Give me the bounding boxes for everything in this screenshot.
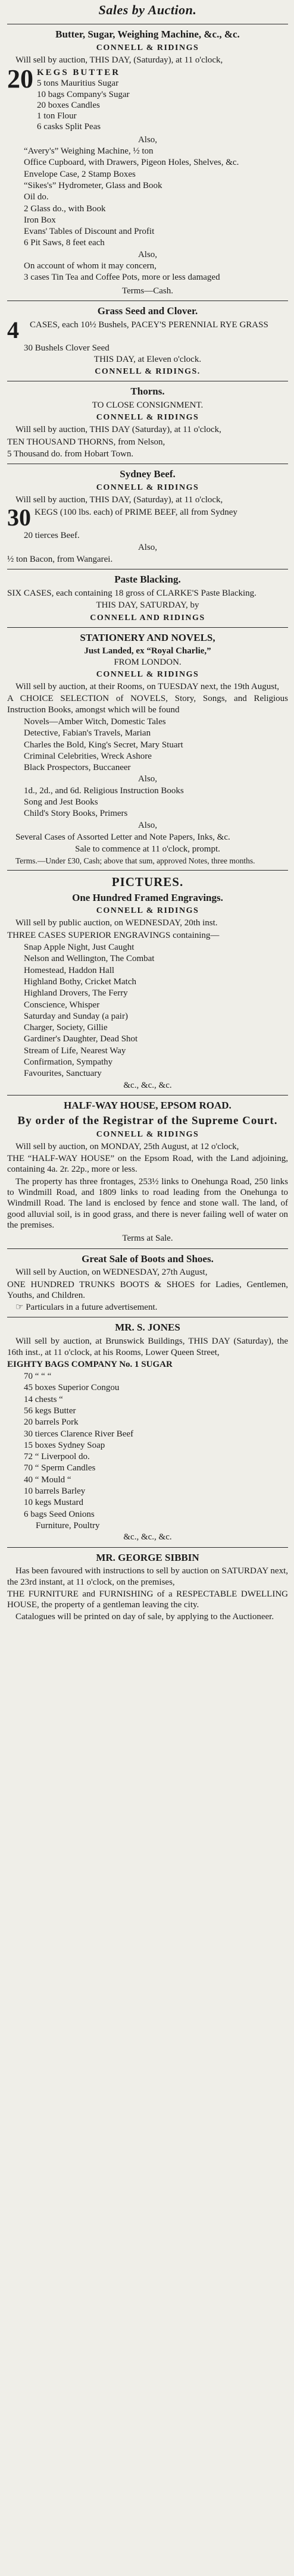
lot-item: Nelson and Wellington, The Combat — [24, 954, 155, 964]
also-label: Also, — [137, 820, 158, 830]
lot-item: TEN THOUSAND THORNS, from Nelson, — [7, 437, 165, 447]
lot-item: 10 bags Company's Sugar — [37, 89, 130, 99]
lot-item: Conscience, Whisper — [24, 1000, 100, 1010]
etc-line: &c., &c., &c. — [123, 1532, 172, 1542]
lot-item: 14 chests “ — [24, 1394, 63, 1404]
lot-item: 10 barrels Barley — [24, 1486, 86, 1497]
ad-intro: Will sell by Auction, on WEDNESDAY, 27th August, — [15, 1267, 208, 1278]
lead-line — [7, 316, 288, 343]
divider — [7, 1248, 288, 1249]
ad-paste-blacking — [7, 574, 288, 622]
lot-item: Several Cases of Assorted Letter and Note Papers, Inks, &c. — [15, 832, 230, 842]
lot-item: 70 “ Sperm Candles — [24, 1463, 96, 1473]
lot-item: Gardiner's Daughter, Dead Shot — [24, 1034, 138, 1044]
ad-order: By order of the Registrar of the Supreme Court. — [17, 1114, 278, 1127]
lot-item: Song and Jest Books — [24, 797, 98, 807]
auctioneer-name: CONNELL & RIDINGS — [96, 1129, 199, 1139]
also-label: Also, — [137, 774, 158, 784]
ad-title: Paste Blacking. — [114, 574, 181, 586]
auctioneer-name: CONNELL & RIDINGS — [96, 906, 199, 916]
ad-subtitle: One Hundred Framed Engravings. — [72, 891, 223, 903]
ad-title: Butter, Sugar, Weighing Machine, &c., &c. — [55, 28, 240, 40]
lot-item: “Avery's” Weighing Machine, ½ ton — [24, 146, 154, 156]
lot-item: Detective, Fabian's Travels, Marian — [24, 728, 151, 738]
ad-origin: FROM LONDON. — [114, 657, 182, 667]
big-number: 30 — [7, 504, 31, 531]
lot-item: 20 barrels Pork — [24, 1417, 79, 1428]
lot-item: Highland Drovers, The Ferry — [24, 988, 128, 999]
lot-item: 20 tierces Beef. — [24, 531, 80, 541]
ad-title: MR. GEORGE SIBBIN — [96, 1551, 199, 1563]
terms: Terms at Sale. — [122, 1234, 173, 1244]
lot-item: Child's Story Books, Primers — [24, 809, 128, 819]
lot-item: Confirmation, Sympathy — [24, 1057, 113, 1067]
ad-butter-sugar — [7, 29, 288, 296]
lot-item: 45 boxes Superior Congou — [24, 1383, 120, 1393]
divider — [7, 1547, 288, 1548]
divider — [7, 627, 288, 628]
big-number: 20 — [7, 64, 33, 93]
big-number: 4 — [7, 316, 19, 343]
lot-item: Oil do. — [24, 192, 49, 202]
lot-item: Envelope Case, 2 Stamp Boxes — [24, 169, 136, 179]
lot-item: Evans' Tables of Discount and Profit — [24, 227, 155, 237]
lot-item: 10 kegs Mustard — [24, 1498, 83, 1508]
auctioneer-name: CONNELL & RIDINGS — [96, 483, 199, 493]
lot-item: Iron Box — [24, 215, 56, 225]
lot-item: Stream of Life, Nearest Way — [24, 1046, 126, 1056]
ad-body: THE “HALF-WAY HOUSE” on the Epsom Road, with the Land adjoining, containing 4a. 2r. 22p., more or less. — [7, 1154, 288, 1175]
auctioneer-name: CONNELL & RIDINGS — [96, 413, 199, 422]
ad-half-way-house — [7, 1100, 288, 1244]
ad-intro: Will sell by auction, THIS DAY, (Saturday), at 11 o'clock, — [15, 495, 223, 505]
also-label: Also, — [137, 134, 158, 145]
lot-item: 72 “ Liverpool do. — [24, 1452, 90, 1462]
lot-item: Office Cupboard, with Drawers, Pigeon Holes, Shelves, &c. — [24, 158, 239, 168]
ad-sydney-beef — [7, 468, 288, 565]
lead-line — [7, 64, 288, 133]
ad-title: Grass Seed and Clover. — [97, 305, 198, 317]
ad-body: CASES, each 10½ Bushels, PACEY'S PERENNIAL RYE GRASS — [30, 320, 268, 330]
lot-item: 1 ton Flour — [37, 111, 77, 121]
ad-body: A CHOICE SELECTION of NOVELS, Story, Songs, and Religious Instruction Books, amongst which will be found — [7, 694, 288, 715]
lot-item: 30 Bushels Clover Seed — [24, 343, 110, 353]
sale-time: Sale to commence at 11 o'clock, prompt. — [75, 844, 220, 855]
lot-item: On account of whom it may concern, — [24, 261, 157, 271]
lot-item: Saturday and Sunday (a pair) — [24, 1011, 128, 1021]
ad-title: MR. S. JONES — [115, 1322, 180, 1334]
ad-title: Sydney Beef. — [120, 468, 176, 480]
ad-body: THREE CASES SUPERIOR ENGRAVINGS containing— — [7, 930, 220, 940]
ad-title: Thorns. — [130, 386, 165, 397]
divider — [7, 870, 288, 871]
lot-item: Favourites, Sanctuary — [24, 1069, 102, 1079]
ad-s-jones — [7, 1322, 288, 1542]
lot-item: Highland Bothy, Cricket Match — [24, 976, 136, 987]
lot-item: 5 tons Mauritius Sugar — [37, 79, 119, 89]
auctioneer-name: CONNELL & RIDINGS — [96, 43, 199, 52]
lot-item: 3 cases Tin Tea and Coffee Pots, more or less damaged — [24, 273, 220, 283]
ad-george-sibbin — [7, 1552, 288, 1623]
lot-item: 20 boxes Candles — [37, 100, 100, 110]
ad-grass-seed — [7, 305, 288, 377]
lot-item: Furniture, Poultry — [36, 1520, 100, 1530]
lot-item: 56 kegs Butter — [24, 1406, 76, 1416]
ad-intro: Will sell by auction, at their Rooms, on TUESDAY next, the 19th August, — [15, 682, 279, 692]
ad-body: ONE HUNDRED TRUNKS BOOTS & SHOES for Ladies, Gentlemen, Youths, and Children. — [7, 1279, 288, 1300]
ad-note: ☞ Particulars in a future advertisement. — [15, 1303, 158, 1313]
ad-title: HALF-WAY HOUSE, EPSOM ROAD. — [64, 1099, 232, 1111]
terms: Terms—Cash. — [121, 286, 174, 296]
ad-body: KEGS (100 lbs. each) of PRIME BEEF, all from Sydney — [35, 508, 237, 518]
lot-item: 2 Glass do., with Book — [24, 204, 106, 214]
lot-item: 40 “ Mould “ — [24, 1475, 71, 1485]
sale-time: THIS DAY, SATURDAY, by — [96, 600, 199, 611]
ad-intro: Will sell by auction, on MONDAY, 25th August, at 12 o'clock, — [15, 1141, 239, 1151]
lot-item: 5 Thousand do. from Hobart Town. — [7, 449, 134, 459]
lot-item: Charger, Society, Gillie — [24, 1023, 108, 1033]
sale-time: THIS DAY, at Eleven o'clock. — [93, 354, 202, 364]
ad-title: Great Sale of Boots and Shoes. — [82, 1253, 214, 1264]
lot-item: Homestead, Haddon Hall — [24, 965, 115, 975]
ad-boots-shoes — [7, 1253, 288, 1313]
ad-intro: Will sell by public auction, on WEDNESDAY, 20th inst. — [15, 918, 218, 928]
ad-body: EIGHTY BAGS COMPANY No. 1 SUGAR — [7, 1359, 173, 1369]
lot-item: 6 casks Split Peas — [37, 122, 101, 132]
auctioneer-name: CONNELL & RIDINGS — [96, 670, 199, 680]
auctioneer-name: CONNELL & RIDINGS. — [95, 367, 201, 377]
ad-subtitle: Just Landed, ex “Royal Charlie,” — [84, 646, 211, 656]
lot-item: 30 tierces Clarence River Beef — [24, 1429, 134, 1439]
lot-item: Criminal Celebrities, Wreck Ashore — [24, 751, 152, 761]
lot-item: Snap Apple Night, Just Caught — [24, 943, 135, 953]
lot-item: ½ ton Bacon, from Wangarei. — [7, 554, 113, 564]
ad-intro: Will sell by auction, at Brunswick Buildings, THIS DAY (Saturday), the 16th inst., at 11 o'clock, at his Rooms, Lower Queen Street, — [7, 1336, 288, 1357]
ad-intro: Will sell by auction, THIS DAY (Saturday), at 11 o'clock, — [15, 425, 221, 435]
lot-item: 15 boxes Sydney Soap — [24, 1440, 105, 1450]
ad-title: PICTURES. — [111, 875, 184, 890]
auctioneer-name: CONNELL AND RIDINGS — [90, 613, 205, 622]
lot-item: 6 bags Seed Onions — [24, 1509, 95, 1519]
ad-pictures — [7, 875, 288, 1091]
ad-subtitle: TO CLOSE CONSIGNMENT. — [92, 400, 204, 411]
masthead: Sales by Auction. — [98, 2, 197, 17]
lot-item: 6 Pit Saws, 8 feet each — [24, 238, 105, 248]
ad-stationery-novels — [7, 632, 288, 866]
lot-item: Black Prospectors, Buccaneer — [24, 763, 131, 773]
lot-item: Charles the Bold, King's Secret, Mary Stuart — [24, 740, 183, 750]
lot-item: 70 “ “ “ — [24, 1372, 52, 1382]
terms: Terms.—Under £30, Cash; above that sum, approved Notes, three months. — [15, 856, 255, 865]
lot-item: Novels—Amber Witch, Domestic Tales — [24, 716, 166, 727]
also-label: Also, — [137, 542, 158, 552]
ad-intro: Will sell by auction, THIS DAY, (Saturday), at 11 o'clock, — [15, 55, 223, 65]
ad-body: SIX CASES, each containing 18 gross of CLARKE'S Paste Blacking. — [7, 589, 257, 599]
ad-body: THE FURNITURE and FURNISHING of a RESPECTABLE DWELLING HOUSE, the property of a gentleman leaving the city. — [7, 1589, 288, 1610]
lead-label: KEGS BUTTER — [37, 67, 121, 77]
etc-line: &c., &c., &c. — [123, 1080, 172, 1090]
also-label: Also, — [137, 249, 158, 259]
ad-title: STATIONERY AND NOVELS, — [80, 631, 215, 643]
ad-intro: Has been favoured with instructions to sell by auction on SATURDAY next, the 23rd instant, at 11 o'clock, on the premises, — [7, 1566, 288, 1587]
lot-item: 1d., 2d., and 6d. Religious Instruction Books — [24, 785, 184, 796]
ad-note: Catalogues will be printed on day of sale, by applying to the Auctioneer. — [15, 1612, 274, 1622]
lot-item: “Sikes's” Hydrometer, Glass and Book — [24, 180, 162, 190]
ad-thorns — [7, 386, 288, 459]
lead-line — [7, 504, 288, 531]
ad-body: The property has three frontages, 253½ links to Onehunga Road, 250 links to Windmill Road, and 1809 links to road leading from the Onehunga to Windmill Road. The land is enclosed by fence and stone wall. The land, of good alluvial soil, is in good grass, and there is never failing well of water on the premises. — [7, 1176, 288, 1230]
